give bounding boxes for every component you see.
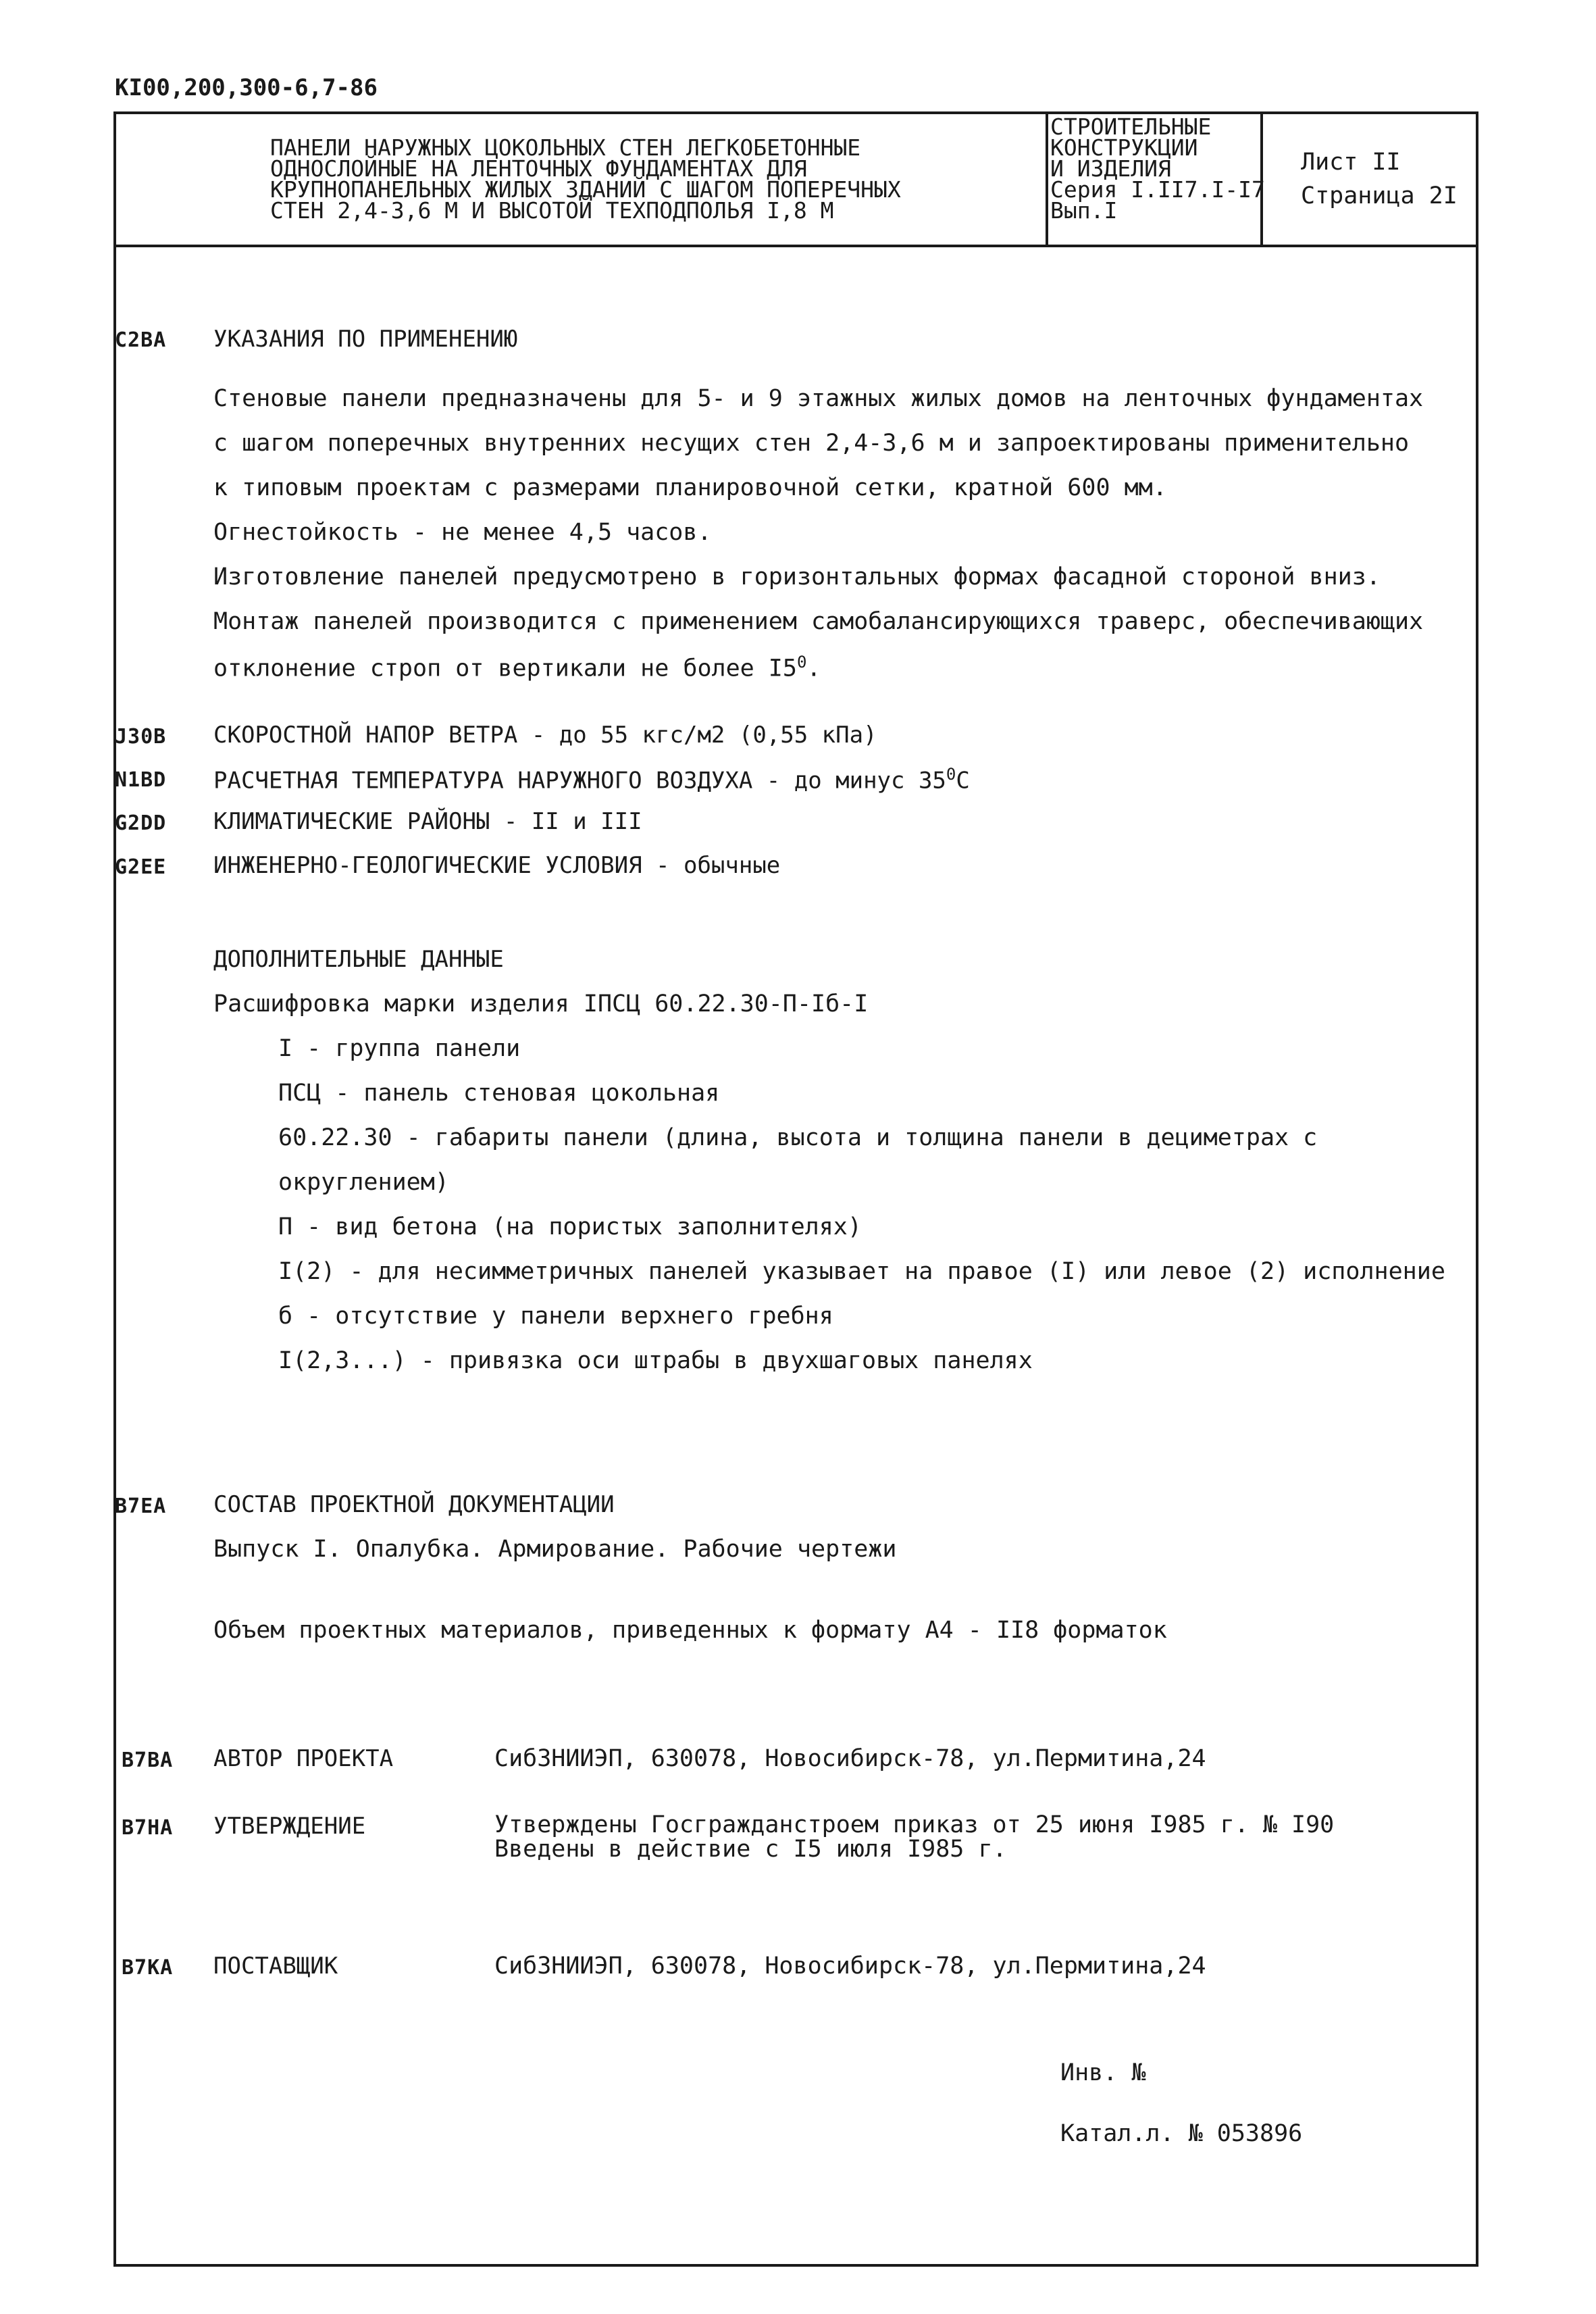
approval-line: Утверждены Госгражданстроем приказ от 25 июня I985 г. № I90	[494, 1811, 1335, 1838]
inventory-number: Инв. №	[1060, 2059, 1146, 2086]
condition-text: КЛИМАТИЧЕСКИЕ РАЙОНЫ - II и III	[213, 808, 642, 835]
usage-line: Изготовление панелей предусмотрено в горизонтальных формах фасадной стороной вниз.	[213, 563, 1381, 590]
header-category	[1050, 114, 1265, 224]
additional-item: 60.22.30 - габариты панели (длина, высота и толщина панели в дециметрах с	[278, 1124, 1318, 1151]
condition-unit: С	[956, 767, 970, 795]
additional-heading: ДОПОЛНИТЕЛЬНЫЕ ДАННЫЕ	[213, 946, 504, 973]
sheet-number: Лист II	[1301, 149, 1401, 176]
header-title-line: СТЕН 2,4-3,6 М И ВЫСОТОЙ ТЕХПОДПОЛЬЯ I,8 М	[270, 197, 834, 224]
condition-code: G2DD	[115, 811, 167, 835]
condition-text: СКОРОСТНОЙ НАПОР ВЕТРА - до 55 кгс/м2 (0,55 кПа)	[213, 722, 877, 749]
degree-sign: 0	[946, 765, 956, 784]
additional-item: округлением)	[278, 1169, 449, 1196]
usage-heading: УКАЗАНИЯ ПО ПРИМЕНЕНИЮ	[213, 326, 518, 353]
usage-line-last: отклонение строп от вертикали не более $I5^0$.	[213, 653, 821, 682]
header-title	[270, 134, 901, 224]
section-code: B7HA	[122, 1816, 174, 1840]
additional-item: ПСЦ - панель стеновая цокольная	[278, 1080, 720, 1107]
condition-row	[213, 765, 970, 794]
documentation-volume: Объем проектных материалов, приведенных к формату А4 - II8 форматок	[213, 1617, 1167, 1644]
header-title-line: ПАНЕЛИ НАРУЖНЫХ ЦОКОЛЬНЫХ СТЕН ЛЕГКОБЕТОННЫЕ	[270, 134, 861, 161]
usage-line: Монтаж панелей производится с применением самобалансирующихся траверс, обеспечивающих	[213, 608, 1424, 635]
additional-item: I - группа панели	[278, 1035, 521, 1062]
approval-label: УТВЕРЖДЕНИЕ	[213, 1813, 366, 1840]
section-code: C2BA	[115, 328, 167, 352]
header-divider	[113, 245, 1478, 247]
header-title-line: ОДНОСЛОЙНЫЕ НА ЛЕНТОЧНЫХ ФУНДАМЕНТАХ ДЛЯ	[270, 155, 807, 182]
degree-sign: 0	[796, 653, 807, 672]
supplier-value: СибЗНИИЭП, 630078, Новосибирск-78, ул.Пермитина,24	[494, 1953, 1206, 1980]
category-line: Вып.I	[1050, 197, 1118, 224]
condition-code: J30B	[115, 725, 167, 749]
catalog-number: Катал.л. № 053896	[1060, 2120, 1303, 2147]
category-line: КОНСТРУКЦИИ	[1050, 134, 1198, 161]
condition-code: G2EE	[115, 855, 167, 879]
author-label: АВТОР ПРОЕКТА	[213, 1745, 394, 1772]
supplier-label: ПОСТАВЩИК	[213, 1953, 338, 1980]
additional-item: I(2) - для несимметричных панелей указывает на правое (I) или левое (2) исполнение	[278, 1258, 1445, 1285]
header-col-divider-1	[1046, 111, 1048, 246]
approval-line: Введены в действие с I5 июля I985 г.	[494, 1836, 1007, 1863]
usage-line: Стеновые панели предназначены для 5- и 9 этажных жилых домов на ленточных фундаментах	[213, 385, 1424, 412]
additional-item: I(2,3...) - привязка оси штрабы в двухшаговых панелях	[278, 1347, 1033, 1374]
condition-text: ИНЖЕНЕРНО-ГЕОЛОГИЧЕСКИЕ УСЛОВИЯ - обычные	[213, 852, 781, 879]
author-value: СибЗНИИЭП, 630078, Новосибирск-78, ул.Пермитина,24	[494, 1745, 1206, 1772]
additional-item: б - отсутствие у панели верхнего гребня	[278, 1303, 833, 1330]
documentation-heading: СОСТАВ ПРОЕКТНОЙ ДОКУМЕНТАЦИИ	[213, 1491, 615, 1518]
condition-text: РАСЧЕТНАЯ ТЕМПЕРАТУРА НАРУЖНОГО ВОЗДУХА - до минус 35	[213, 767, 946, 795]
header-title-line: КРУПНОПАНЕЛЬНЫХ ЖИЛЫХ ЗДАНИЙ С ШАГОМ ПОПЕРЕЧНЫХ	[270, 176, 901, 203]
document-id: КI00,200,300-6,7-86	[115, 74, 378, 101]
condition-code: N1BD	[115, 768, 167, 792]
usage-line: с шагом поперечных внутренних несущих стен 2,4-3,6 м и запроектированы применительно	[213, 430, 1410, 457]
documentation-issue: Выпуск I. Опалубка. Армирование. Рабочие чертежи	[213, 1536, 897, 1563]
approval-text	[494, 1813, 1334, 1861]
section-code: B7EA	[115, 1494, 167, 1518]
usage-line: отклонение строп от вертикали не более I5	[213, 655, 797, 682]
usage-line: к типовым проектам с размерами планировочной сетки, кратной 600 мм.	[213, 474, 1167, 501]
category-line: СТРОИТЕЛЬНЫЕ	[1050, 114, 1212, 140]
category-line: И ИЗДЕЛИЯ	[1050, 155, 1171, 182]
usage-line: Огнестойкость - не менее 4,5 часов.	[213, 519, 712, 546]
category-line: Серия I.II7.I-I7	[1050, 176, 1265, 203]
section-code: B7KA	[122, 1956, 174, 1980]
additional-intro: Расшифровка марки изделия IПСЦ 60.22.30-П-Iб-I	[213, 990, 869, 1017]
additional-item: П - вид бетона (на пористых заполнителях)	[278, 1213, 862, 1240]
page-number: Страница 2I	[1301, 182, 1458, 209]
section-code: B7BA	[122, 1749, 174, 1772]
